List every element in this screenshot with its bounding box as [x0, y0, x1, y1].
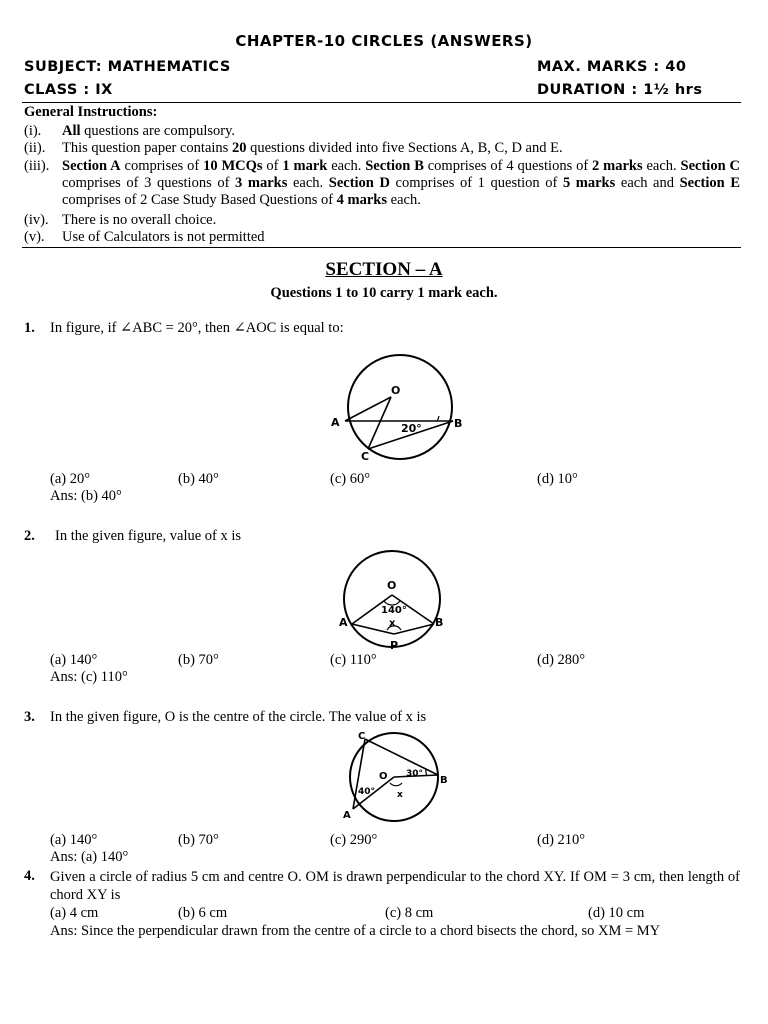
option-a: (a) 140° [50, 652, 98, 668]
label-c: C [358, 731, 366, 742]
question-text: In the given figure, value of x is [55, 528, 242, 544]
bold-text-run: 3 marks [235, 175, 288, 191]
question-number: 2. [24, 528, 35, 544]
option-d: (d) 210° [537, 832, 586, 848]
instruction-item [24, 229, 742, 246]
bold-text-run: 5 marks [562, 175, 616, 191]
text-run: each. [327, 158, 366, 174]
instruction-number: (i). [24, 123, 42, 139]
text-run: comprises of 3 questions of [62, 175, 236, 191]
question-text: In the given figure, O is the centre of the circle. The value of x is [50, 709, 427, 725]
text-run: comprises of [120, 158, 204, 174]
option-d: (d) 280° [537, 652, 586, 668]
circle-outline [344, 551, 440, 647]
option-c: (c) 110° [330, 652, 377, 668]
subject-label: SUBJECT: MATHEMATICS [24, 59, 231, 75]
text-run: questions divided into five Sections A, B, C, D and E. [246, 140, 563, 156]
bold-text-run: All [62, 123, 81, 139]
label-angle: 20° [401, 422, 422, 435]
text-run: comprises of 1 question of [389, 175, 563, 191]
question-3-figure [330, 726, 460, 822]
label-o: O [387, 579, 397, 592]
instruction-text [62, 229, 740, 246]
text-run: comprises of 4 questions of [423, 158, 593, 174]
class-label: CLASS : IX [24, 82, 113, 98]
segment-cb [365, 739, 438, 775]
option-b: (b) 6 cm [178, 905, 228, 921]
answer-text: Ans: (b) 40° [50, 488, 122, 504]
question-text: In figure, if ∠ABC = 20°, then ∠AOC is equal to: [50, 320, 344, 336]
option-d: (d) 10° [537, 471, 578, 487]
angle-arc-x [390, 783, 402, 786]
text-run: questions are compulsory. [80, 123, 236, 139]
instruction-item [24, 158, 742, 209]
bold-text-run: Section D [328, 175, 390, 191]
label-c: C [361, 450, 370, 462]
instructions-heading: General Instructions: [24, 104, 158, 120]
answer-text: Ans: Since the perpendicular drawn from the centre of a circle to a chord bisects the chord, so XM = MY [50, 923, 661, 939]
text-run: Use of Calculators is not permitted [62, 229, 265, 245]
instruction-item [24, 140, 742, 157]
text-run: comprises of 2 Case Study Based Questions of [62, 192, 337, 208]
page-title: CHAPTER-10 CIRCLES (ANSWERS) [235, 32, 533, 50]
label-b: B [435, 616, 444, 629]
label-a: A [339, 616, 348, 629]
text-run: This question paper contains [62, 140, 232, 156]
question-number: 1. [24, 320, 35, 336]
bold-text-run: Section C [680, 158, 740, 174]
option-a: (a) 4 cm [50, 905, 99, 921]
label-b: B [454, 417, 463, 430]
instruction-item [24, 123, 742, 140]
bold-text-run: Section E [679, 175, 740, 191]
option-c: (c) 8 cm [385, 905, 434, 921]
duration-label: DURATION : 1½ hrs [537, 82, 703, 98]
instruction-number: (ii). [24, 140, 46, 156]
question-2-figure [330, 546, 454, 654]
instructions-divider [22, 247, 741, 248]
instruction-text [62, 140, 740, 157]
bold-text-run: 1 mark [282, 158, 328, 174]
bold-text-run: 2 marks [592, 158, 643, 174]
text-run: There is no overall choice. [62, 212, 217, 228]
bold-text-run: 10 MCQs [203, 158, 263, 174]
label-a: A [343, 810, 351, 821]
question-text: Given a circle of radius 5 cm and centre O. OM is drawn perpendicular to the chord XY. If OM = 3 cm, then length of chord XY is [50, 869, 740, 903]
bold-text-run: 20 [231, 140, 247, 156]
circle-outline [348, 355, 452, 459]
question-1-figure [320, 350, 480, 462]
bold-text-run: 4 marks [336, 192, 388, 208]
text-run: each. [642, 158, 681, 174]
label-a: A [331, 416, 340, 429]
instruction-number: (iii). [24, 158, 50, 174]
answer-text: Ans: (c) 110° [50, 669, 128, 685]
section-title: SECTION – A [325, 259, 443, 280]
label-o: O [391, 384, 401, 397]
option-d: (d) 10 cm [588, 905, 645, 921]
option-b: (b) 70° [178, 832, 219, 848]
label-b: B [440, 775, 448, 786]
instruction-text [62, 212, 740, 229]
text-run: each and [615, 175, 680, 191]
option-b: (b) 40° [178, 471, 219, 487]
option-b: (b) 70° [178, 652, 219, 668]
label-x: x [397, 790, 403, 800]
label-x: x [389, 618, 396, 629]
text-run: of [262, 158, 283, 174]
question-number: 3. [24, 709, 35, 725]
label-o: O [379, 771, 388, 782]
answer-text: Ans: (a) 140° [50, 849, 129, 865]
label-p: P [390, 639, 399, 652]
instruction-number: (v). [24, 229, 45, 245]
bold-text-run: Section A [62, 158, 121, 174]
option-a: (a) 140° [50, 832, 98, 848]
label-angle: 140° [381, 605, 407, 616]
option-c: (c) 290° [330, 832, 378, 848]
text-run: each. [387, 192, 421, 208]
segment-oc [368, 397, 391, 449]
label-angle-40: 40° [358, 787, 376, 797]
section-subtitle: Questions 1 to 10 carry 1 mark each. [270, 285, 498, 301]
label-angle-30: 30° [406, 769, 424, 779]
bold-text-run: Section B [365, 158, 424, 174]
instruction-text [62, 123, 740, 140]
max-marks-label: MAX. MARKS : 40 [537, 59, 687, 75]
option-c: (c) 60° [330, 471, 371, 487]
option-a: (a) 20° [50, 471, 91, 487]
question-number: 4. [24, 868, 35, 884]
text-run: each. [287, 175, 329, 191]
instruction-text [62, 158, 740, 209]
instruction-number: (iv). [24, 212, 49, 228]
header-divider [22, 102, 741, 103]
segment-ao [345, 397, 391, 421]
instruction-item [24, 212, 742, 229]
